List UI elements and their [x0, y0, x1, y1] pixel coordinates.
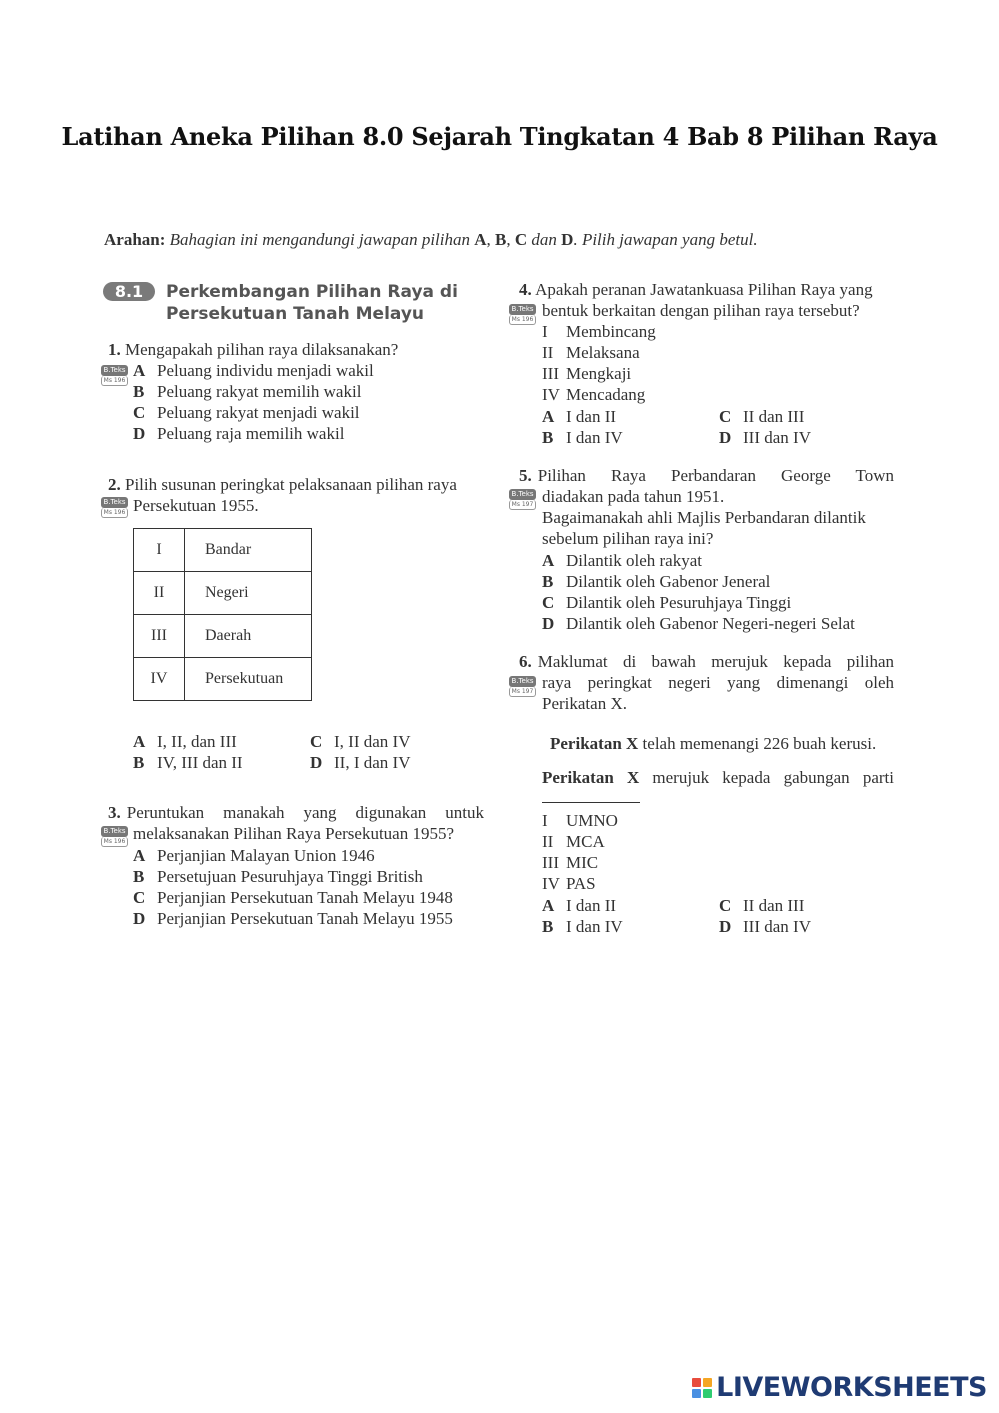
q6-options-left: [542, 895, 623, 937]
table-row: [134, 529, 312, 572]
q3-option-d-text: Perjanjian Persekutuan Tanah Melayu 1955: [157, 909, 453, 928]
q1-option-a-letter: A: [133, 361, 146, 380]
q1-option-b-text: Peluang rakyat memilih wakil: [157, 382, 362, 401]
q3-option-c[interactable]: [133, 887, 453, 908]
q1-number: 1.: [108, 340, 121, 359]
q2-option-d-text: II, I dan IV: [334, 753, 411, 772]
q5-options: [542, 550, 855, 634]
q6-option-a-text: I dan II: [566, 896, 617, 915]
q2-table-text-2: Negeri: [185, 572, 312, 615]
logo-square-3: [692, 1389, 701, 1398]
q2-table-text-3: Daerah: [185, 615, 312, 658]
q4-item-text-1: Membincang: [566, 322, 656, 341]
q5-text-line-4: sebelum pilihan raya ini?: [542, 529, 714, 548]
instructions-label: Arahan:: [104, 230, 166, 249]
q3-stem: [108, 802, 484, 844]
list-item: [542, 831, 618, 852]
q5-textbook-tag: [509, 489, 536, 511]
q4-option-d-text: III dan IV: [743, 428, 811, 447]
q6-option-c-letter: C: [719, 896, 732, 915]
q4-option-a-letter: A: [542, 407, 555, 426]
q6-bteks-label: B.Teks: [509, 676, 536, 687]
section-title-line-1: Perkembangan Pilihan Raya di: [166, 282, 458, 302]
q6-option-d[interactable]: [719, 916, 811, 937]
q3-option-a[interactable]: [133, 845, 453, 866]
q5-option-a[interactable]: [542, 550, 855, 571]
q4-option-a[interactable]: [542, 406, 623, 427]
q4-option-b[interactable]: [542, 427, 623, 448]
q6-item-roman-3: III: [542, 853, 559, 872]
q5-option-a-text: Dilantik oleh rakyat: [566, 551, 702, 570]
q2-option-a-letter: A: [133, 732, 146, 751]
instructions-dan: dan: [527, 230, 562, 249]
instructions-letter-d: D: [561, 230, 574, 249]
section-badge: 8.1: [103, 282, 155, 301]
q5-number: 5.: [519, 466, 532, 485]
list-item: [542, 363, 656, 384]
table-row: [134, 658, 312, 701]
q3-option-b-text: Persetujuan Pesuruhjaya Tinggi British: [157, 867, 423, 886]
q6-option-b[interactable]: [542, 916, 623, 937]
q4-bteks-label: B.Teks: [509, 304, 536, 315]
q2-option-d[interactable]: [310, 752, 410, 773]
q2-option-b-text: IV, III dan II: [157, 753, 243, 772]
q4-option-a-text: I dan II: [566, 407, 617, 426]
q1-option-c-text: Peluang rakyat menjadi wakil: [157, 403, 360, 422]
logo-square-1: [692, 1378, 701, 1387]
q1-options: [133, 360, 374, 444]
q6-info-bold: Perikatan X: [550, 734, 639, 753]
instructions-sep-2: ,: [506, 230, 515, 249]
q4-option-b-text: I dan IV: [566, 428, 623, 447]
q5-text-line-2: diadakan pada tahun 1951.: [542, 487, 725, 506]
q6-item-text-4: PAS: [566, 874, 596, 893]
instructions: [104, 230, 758, 250]
q1-option-d-text: Peluang raja memilih wakil: [157, 424, 345, 443]
q1-option-c-letter: C: [133, 403, 146, 422]
q4-item-text-2: Melaksana: [566, 343, 640, 362]
liveworksheets-logo-icon: [692, 1378, 712, 1398]
table-row: [134, 572, 312, 615]
q4-textbook-tag: [509, 304, 536, 326]
q6-answer-blank[interactable]: [542, 802, 640, 803]
q3-option-c-letter: C: [133, 888, 146, 907]
q1-option-a-text: Peluang individu menjadi wakil: [157, 361, 374, 380]
q4-number: 4.: [519, 280, 532, 299]
instructions-letter-c: C: [514, 230, 528, 249]
q4-options-right: [719, 406, 811, 448]
q5-option-c-text: Dilantik oleh Pesuruhjaya Tinggi: [566, 593, 792, 612]
q5-option-b-text: Dilantik oleh Gabenor Jeneral: [566, 572, 771, 591]
q5-text-line-1: Pilihan Raya Perbandaran George Town: [537, 466, 894, 485]
q6-option-b-letter: B: [542, 917, 554, 936]
q6-text-line-2: raya peringkat negeri yang dimenangi oleh: [542, 673, 894, 692]
q5-option-d[interactable]: [542, 613, 855, 634]
q4-option-c[interactable]: [719, 406, 811, 427]
list-item: [542, 384, 656, 405]
q6-option-c[interactable]: [719, 895, 811, 916]
q6-number: 6.: [519, 652, 532, 671]
page-title: Latihan Aneka Pilihan 8.0 Sejarah Tingkatan 4 Bab 8 Pilihan Raya: [61, 122, 938, 151]
q6-refer: [542, 767, 894, 788]
q6-option-d-letter: D: [719, 917, 732, 936]
q6-text-line-1: Maklumat di bawah merujuk kepada pilihan: [537, 652, 894, 671]
list-item: [542, 873, 618, 894]
q4-option-c-letter: C: [719, 407, 732, 426]
q6-option-d-text: III dan IV: [743, 917, 811, 936]
q4-option-d[interactable]: [719, 427, 811, 448]
q1-option-b[interactable]: [133, 381, 374, 402]
list-item: [542, 810, 618, 831]
q1-textbook-tag: [101, 365, 128, 387]
q2-option-b-letter: B: [133, 753, 145, 772]
q3-option-a-text: Perjanjian Malayan Union 1946: [157, 846, 375, 865]
q2-option-c-letter: C: [310, 732, 323, 751]
list-item: [542, 342, 656, 363]
q1-stem: [108, 339, 398, 360]
q3-number: 3.: [108, 803, 121, 822]
q4-option-b-letter: B: [542, 428, 554, 447]
q3-option-a-letter: A: [133, 846, 146, 865]
q4-stem: [519, 279, 873, 321]
q3-bteks-label: B.Teks: [101, 826, 128, 837]
q1-option-a[interactable]: [133, 360, 374, 381]
q5-option-c-letter: C: [542, 593, 555, 612]
liveworksheets-brand[interactable]: [692, 1372, 987, 1403]
q2-option-c[interactable]: [310, 731, 410, 752]
q5-option-a-letter: A: [542, 551, 555, 570]
q2-stages-table: [133, 528, 312, 701]
q1-option-b-letter: B: [133, 382, 145, 401]
q2-options-right: [310, 731, 410, 773]
q3-text-line-2: melaksanakan Pilihan Raya Persekutuan 1955?: [133, 824, 455, 843]
q6-items: [542, 810, 618, 894]
q2-table-text-1: Bandar: [185, 529, 312, 572]
q1-option-c[interactable]: [133, 402, 374, 423]
q3-text-line-1: Peruntukan manakah yang digunakan untuk: [126, 803, 484, 822]
q6-option-c-text: II dan III: [743, 896, 805, 915]
q6-refer-rest: merujuk kepada gabungan parti: [639, 768, 894, 787]
q6-text-line-3: Perikatan X.: [542, 694, 627, 713]
q1-option-d-letter: D: [133, 424, 146, 443]
q6-stem: [519, 651, 894, 714]
q4-item-roman-3: III: [542, 364, 559, 383]
q6-item-text-2: MCA: [566, 832, 605, 851]
q2-text-line-2: Persekutuan 1955.: [133, 496, 259, 515]
q2-table-roman-2: II: [134, 572, 185, 615]
q6-page-ref: Ms 197: [509, 687, 536, 697]
instructions-letter-b: B: [495, 230, 507, 249]
q2-option-a-text: I, II, dan III: [157, 732, 237, 751]
q3-option-b[interactable]: [133, 866, 453, 887]
q2-options-left: [133, 731, 243, 773]
q4-item-roman-2: II: [542, 343, 554, 362]
q6-option-b-text: I dan IV: [566, 917, 623, 936]
list-item: [542, 321, 656, 342]
q6-info-rest: telah memenangi 226 buah kerusi.: [638, 734, 877, 753]
instructions-letter-a: A: [474, 230, 487, 249]
q4-item-text-3: Mengkaji: [566, 364, 632, 383]
q4-text-line-1: Apakah peranan Jawatankuasa Pilihan Raya yang: [535, 280, 873, 299]
q5-option-d-letter: D: [542, 614, 555, 633]
q5-option-c[interactable]: [542, 592, 855, 613]
section-title: [166, 281, 458, 325]
logo-square-2: [703, 1378, 712, 1387]
q5-option-d-text: Dilantik oleh Gabenor Negeri-negeri Selat: [566, 614, 855, 633]
q6-item-roman-2: II: [542, 832, 554, 851]
q3-page-ref: Ms 196: [101, 837, 128, 847]
q4-items: [542, 321, 656, 405]
instructions-text-1: Bahagian ini mengandungi jawapan pilihan: [165, 230, 475, 249]
q3-textbook-tag: [101, 826, 128, 848]
q6-info: [550, 733, 876, 754]
q6-item-roman-1: I: [542, 811, 548, 830]
q1-text: Mengapakah pilihan raya dilaksanakan?: [125, 340, 399, 359]
q2-option-d-letter: D: [310, 753, 323, 772]
q3-option-d-letter: D: [133, 909, 146, 928]
q5-page-ref: Ms 197: [509, 500, 536, 510]
q3-option-c-text: Perjanjian Persekutuan Tanah Melayu 1948: [157, 888, 453, 907]
section-title-line-2: Persekutuan Tanah Melayu: [166, 304, 425, 324]
q2-option-a[interactable]: [133, 731, 243, 752]
q4-page-ref: Ms 196: [509, 315, 536, 325]
q2-option-c-text: I, II dan IV: [334, 732, 411, 751]
list-item: [542, 852, 618, 873]
q6-textbook-tag: [509, 676, 536, 698]
q2-number: 2.: [108, 475, 121, 494]
q2-table-roman-4: IV: [134, 658, 185, 701]
q5-bteks-label: B.Teks: [509, 489, 536, 500]
q3-option-d[interactable]: [133, 908, 453, 929]
q2-table-text-4: Persekutuan: [185, 658, 312, 701]
q2-table-roman-3: III: [134, 615, 185, 658]
q2-text-line-1: Pilih susunan peringkat pelaksanaan pilihan raya: [125, 475, 457, 494]
q4-item-text-4: Mencadang: [566, 385, 646, 404]
logo-square-4: [703, 1389, 712, 1398]
brand-text: LIVEWORKSHEETS: [716, 1372, 987, 1403]
instructions-sep-1: ,: [486, 230, 496, 249]
q5-text-line-3: Bagaimanakah ahli Majlis Perbandaran dilantik: [542, 508, 866, 527]
q1-bteks-label: B.Teks: [101, 365, 128, 376]
q6-item-text-1: UMNO: [566, 811, 618, 830]
q6-option-a[interactable]: [542, 895, 623, 916]
q4-item-roman-4: IV: [542, 385, 560, 404]
q4-options-left: [542, 406, 623, 448]
q3-options: [133, 845, 453, 929]
q4-option-d-letter: D: [719, 428, 732, 447]
q2-bteks-label: B.Teks: [101, 497, 128, 508]
instructions-text-2: . Pilih jawapan yang betul.: [573, 230, 758, 249]
q6-item-roman-4: IV: [542, 874, 560, 893]
q4-option-c-text: II dan III: [743, 407, 805, 426]
q5-stem: [519, 465, 894, 549]
q2-table-roman-1: I: [134, 529, 185, 572]
q3-option-b-letter: B: [133, 867, 145, 886]
q5-option-b-letter: B: [542, 572, 554, 591]
q2-stem: [108, 474, 457, 516]
q6-option-a-letter: A: [542, 896, 555, 915]
q6-options-right: [719, 895, 811, 937]
q2-page-ref: Ms 196: [101, 508, 128, 518]
q2-option-b[interactable]: [133, 752, 243, 773]
q1-option-d[interactable]: [133, 423, 374, 444]
q6-item-text-3: MIC: [566, 853, 599, 872]
q4-item-roman-1: I: [542, 322, 548, 341]
q4-text-line-2: bentuk berkaitan dengan pilihan raya tersebut?: [542, 301, 860, 320]
q2-textbook-tag: [101, 497, 128, 519]
q6-refer-bold: Perikatan X: [542, 768, 640, 787]
q5-option-b[interactable]: [542, 571, 855, 592]
q1-page-ref: Ms 196: [101, 376, 128, 386]
table-row: [134, 615, 312, 658]
